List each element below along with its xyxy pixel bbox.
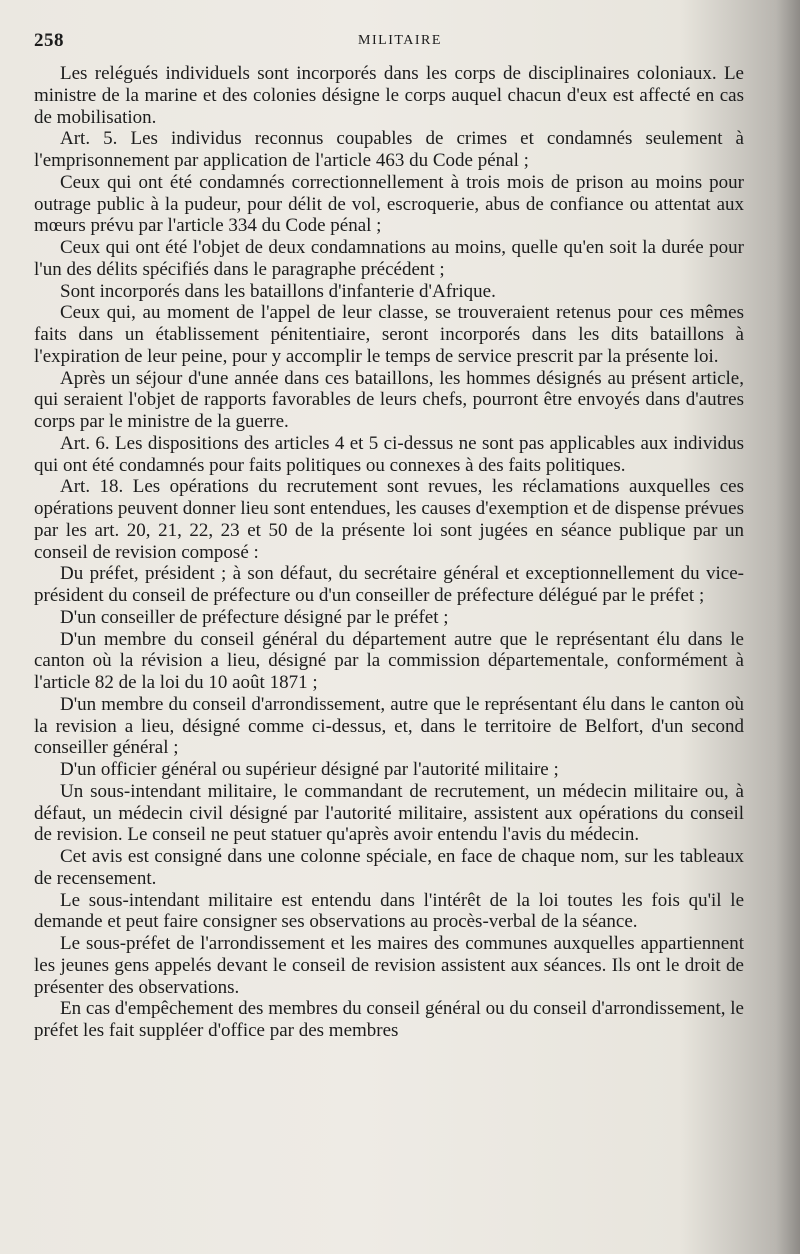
page-number: 258 bbox=[34, 30, 64, 51]
paragraph: Art. 6. Les dispositions des articles 4 et 5 ci-dessus ne sont pas applicables aux individus qui ont été condamnés pour faits politiques ou connexes à des faits politiques. bbox=[34, 432, 744, 476]
paragraph: Art. 18. Les opérations du recrutement sont revues, les réclamations auxquelles ces opérations peuvent donner lieu sont entendues, les causes d'exemption et de dispense prévues par les art. 20, 21, 22, 23 et 50 de la présente loi sont jugées en séance publique par un conseil de revision composé : bbox=[34, 476, 744, 563]
body-text bbox=[34, 63, 744, 1042]
paragraph: Après un séjour d'une année dans ces bataillons, les hommes désignés au présent article, qui seraient l'objet de rapports favorables de leurs chefs, pourront être envoyés dans d'autres corps par le ministre de la guerre. bbox=[34, 367, 744, 432]
paragraph: D'un officier général ou supérieur désigné par l'autorité militaire ; bbox=[60, 759, 559, 780]
paragraph: D'un membre du conseil général du département autre que le représentant élu dans le canton où la révision a lieu, désigné par la commission départementale, conformément à l'article 82 de la loi du 10 août 1871 ; bbox=[34, 628, 744, 693]
paragraph: Ceux qui, au moment de l'appel de leur classe, se trouveraient retenus pour ces mêmes faits dans un établissement pénitentiaire, seront incorporés dans les dits bataillons à l'expiration de leur peine, pour y accomplir le temps de service prescrit par la présente loi. bbox=[34, 302, 744, 367]
paragraph: D'un membre du conseil d'arrondissement, autre que le représentant élu dans le canton où la revision a lieu, désigné comme ci-dessus, et, dans le territoire de Belfort, d'un second conseiller général ; bbox=[34, 693, 744, 759]
paragraph: Art. 5. Les individus reconnus coupables de crimes et condamnés seulement à l'emprisonnement par application de l'article 463 du Code pénal ; bbox=[34, 128, 744, 171]
paragraph: Le sous-préfet de l'arrondissement et les maires des communes auxquelles appartiennent les jeunes gens appelés devant le conseil de revision assistent aux séances. Ils ont le droit de présenter des observations. bbox=[34, 933, 744, 998]
paragraph: Ceux qui ont été l'objet de deux condamnations au moins, quelle qu'en soit la durée pour l'un des délits spécifiés dans le paragraphe précédent ; bbox=[34, 237, 744, 280]
paragraph: D'un conseiller de préfecture désigné par le préfet ; bbox=[60, 606, 449, 628]
paragraph: Du préfet, président ; à son défaut, du secrétaire général et exceptionnellement du vice-président du conseil de préfecture ou d'un conseiller de préfecture délégué par le préfet ; bbox=[34, 563, 744, 606]
page-header bbox=[34, 30, 766, 54]
paragraph: Le sous-intendant militaire est entendu dans l'intérêt de la loi toutes les fois qu'il le demande et peut faire consigner ses observations au procès-verbal de la séance. bbox=[34, 889, 744, 933]
paragraph: Ceux qui ont été condamnés correctionnellement à trois mois de prison au moins pour outrage public à la pudeur, pour délit de vol, escroquerie, abus de confiance ou attentat aux mœurs prévu par l'article 334 du Code pénal ; bbox=[34, 171, 744, 237]
paragraph: Sont incorporés dans les bataillons d'infanterie d'Afrique. bbox=[60, 280, 496, 302]
paragraph: En cas d'empêchement des membres du conseil général ou du conseil d'arrondissement, le préfet les fait suppléer d'office par des membres bbox=[34, 998, 744, 1041]
paragraph: Un sous-intendant militaire, le commandant de recrutement, un médecin militaire ou, à défaut, un médecin civil désigné par l'autorité militaire, assistent aux opérations du conseil de revision. Le conseil ne peut statuer qu'après avoir entendu l'avis du médecin. bbox=[34, 780, 744, 846]
paragraph: Cet avis est consigné dans une colonne spéciale, en face de chaque nom, sur les tableaux de recensement. bbox=[34, 846, 744, 889]
paragraph: Les relégués individuels sont incorporés dans les corps de disciplinaires coloniaux. Le ministre de la marine et des colonies désigne le corps auquel chacun d'eux est affecté en cas de mobilisation. bbox=[34, 63, 744, 128]
running-head: MILITAIRE bbox=[358, 33, 442, 48]
